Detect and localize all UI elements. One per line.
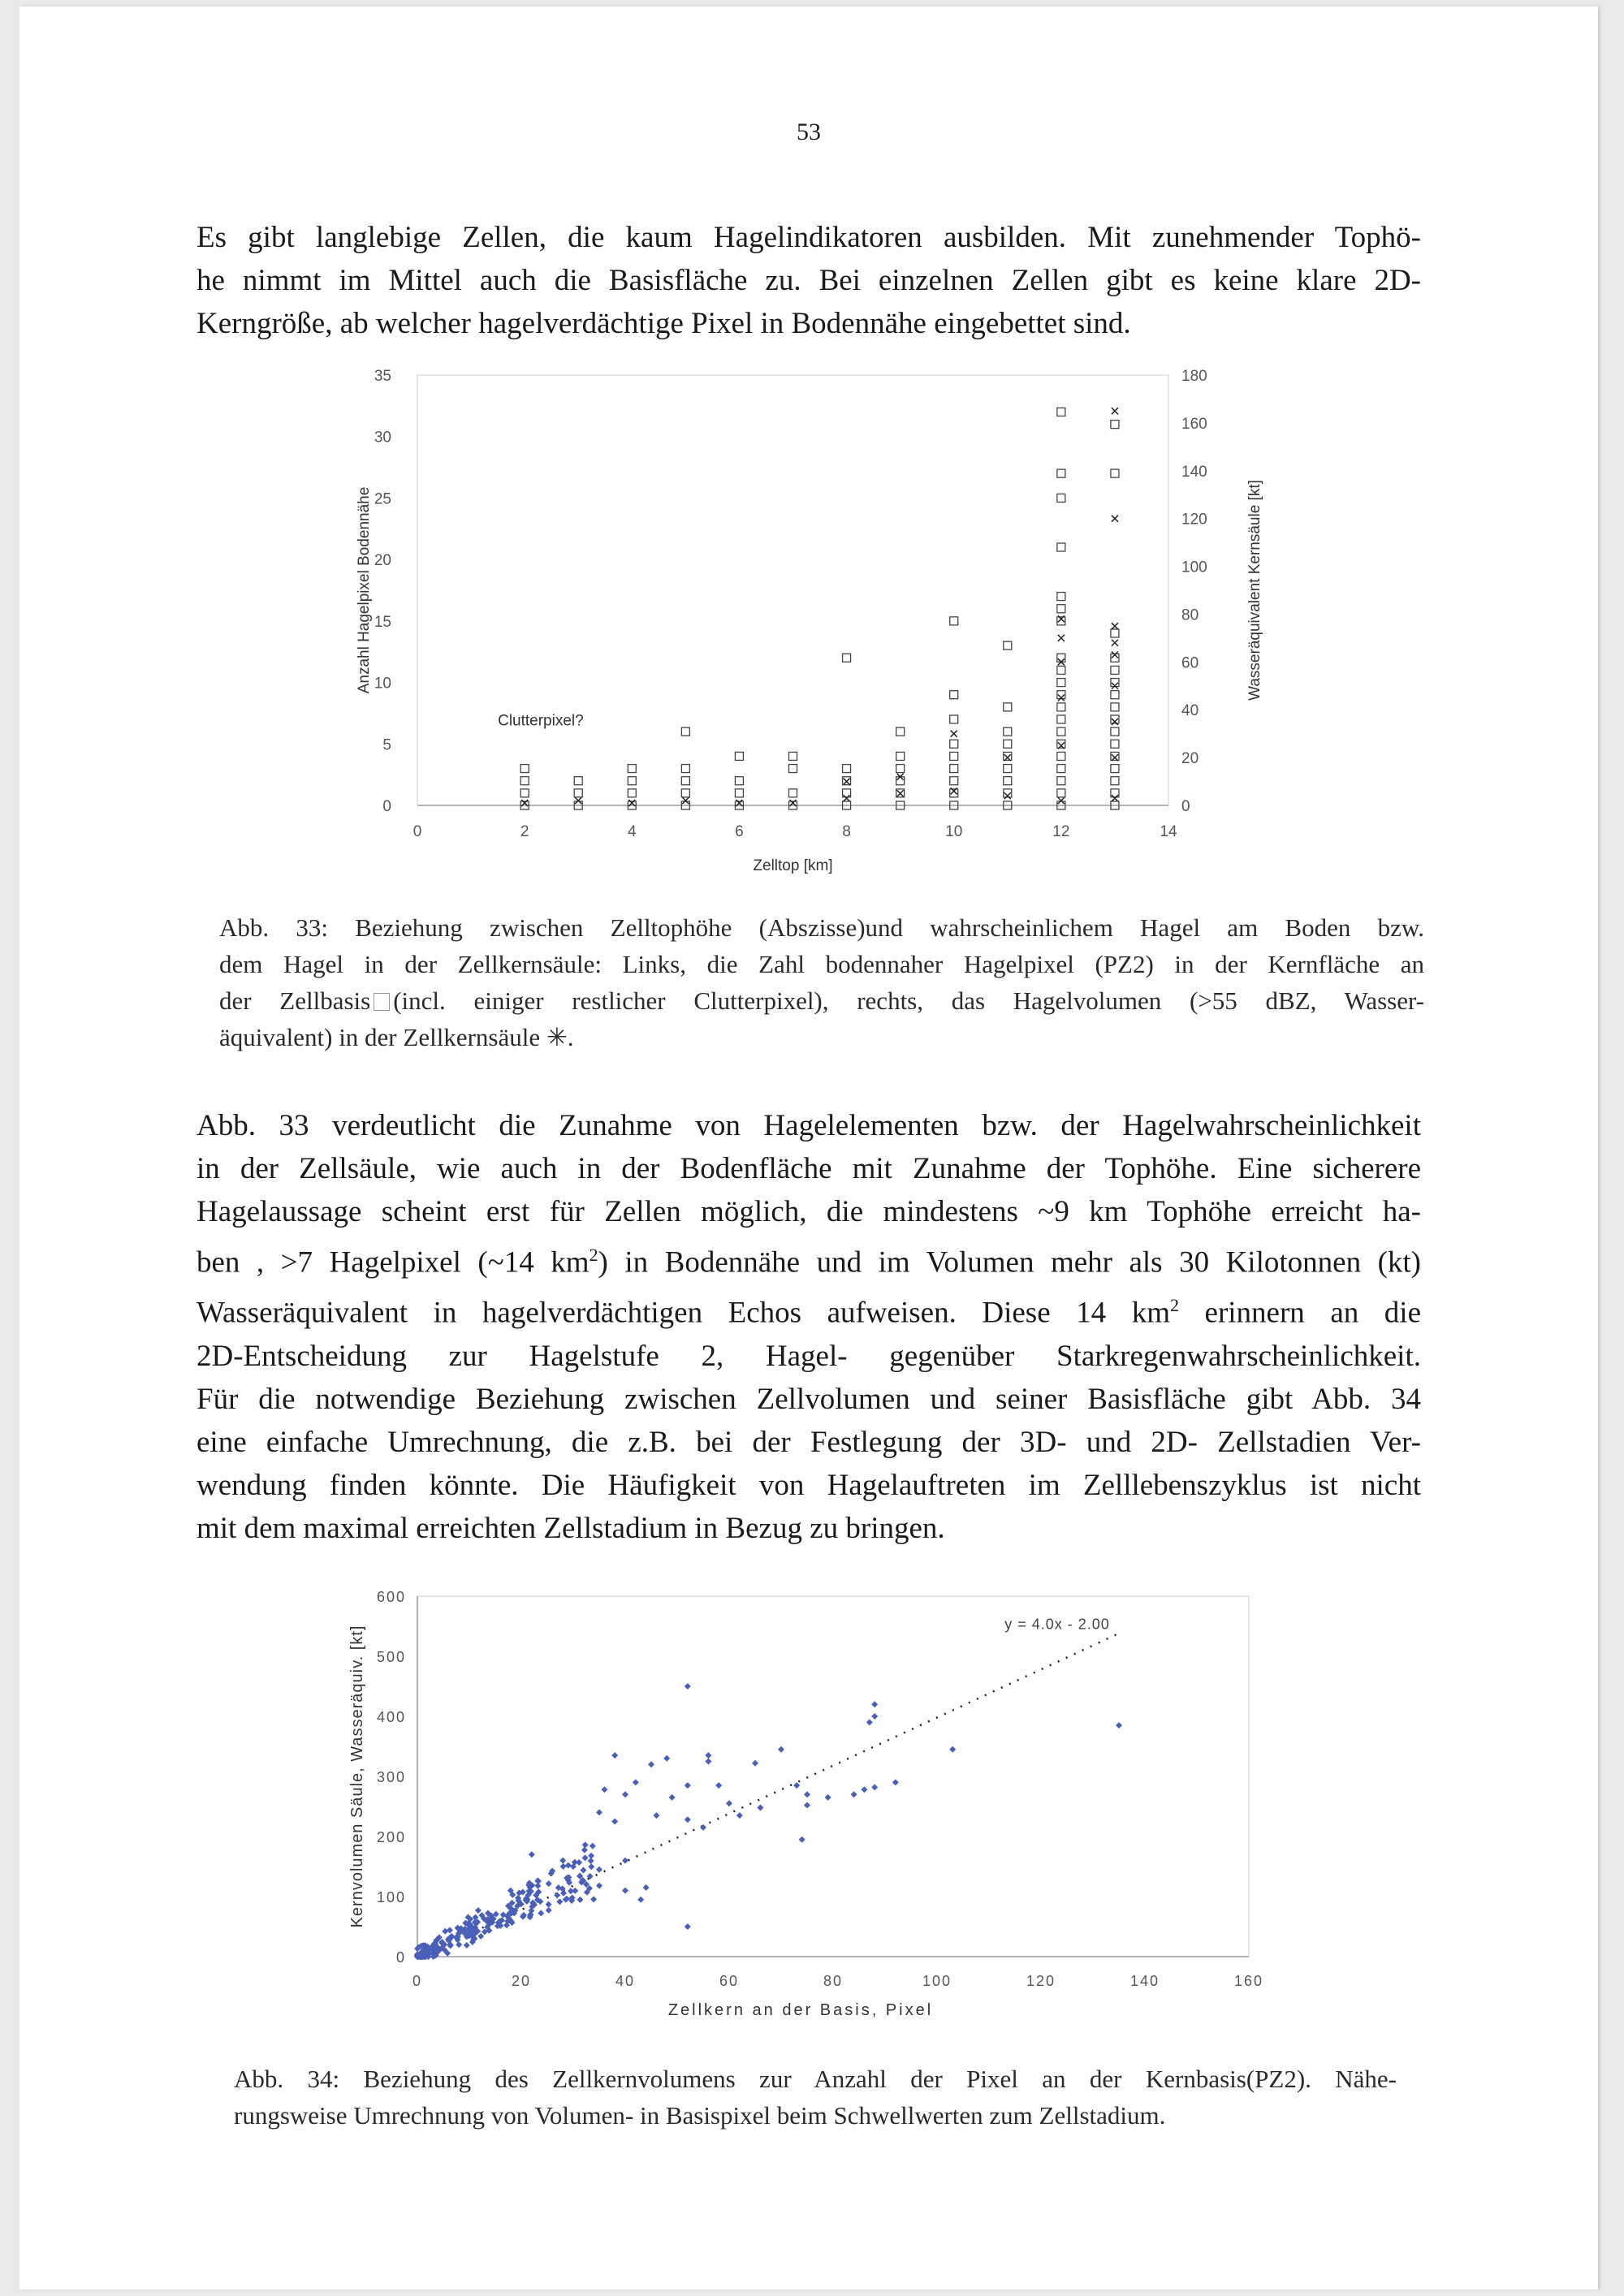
x-marker: [1058, 797, 1065, 804]
x-marker: [1112, 719, 1118, 725]
x-tick-label: 14: [1160, 823, 1177, 840]
x-axis-title: Zellkern an der Basis, Pixel: [667, 2001, 934, 2019]
data-point: [633, 1779, 639, 1785]
x-tick-label: 12: [1052, 823, 1070, 840]
square-marker: [574, 789, 582, 797]
cluster-point: [582, 1841, 589, 1848]
data-point: [643, 1884, 650, 1891]
data-point: [653, 1812, 659, 1819]
x-tick-label: 8: [842, 823, 851, 840]
data-point: [685, 1816, 691, 1823]
x-axis-title: Zelltop [km]: [753, 857, 833, 874]
y-axis-title: Anzahl Hagelpixel Bodennähe: [356, 486, 373, 694]
square-marker: [789, 752, 797, 760]
x-marker: [575, 797, 581, 804]
y2-tick-label: 20: [1181, 750, 1199, 768]
y2-tick-label: 160: [1181, 415, 1207, 433]
body-line: Hagelaussage scheint erst für Zellen möglich, die mindestens ~9 km Tophöhe erreicht ha-: [197, 1195, 1421, 1228]
x-marker-stroke: [1058, 695, 1065, 701]
square-marker: [1057, 666, 1065, 674]
data-point: [622, 1858, 628, 1864]
x-tick-label: 80: [823, 1973, 844, 1989]
cluster-point: [464, 1942, 470, 1949]
x-marker-stroke: [1112, 652, 1118, 658]
body-line: Abb. 33 verdeutlicht die Zunahme von Hagelelementen bzw. der Hagelwahrscheinlichkeit: [197, 1109, 1421, 1142]
square-marker: [735, 752, 743, 760]
cluster-point: [580, 1867, 586, 1874]
x-marker-stroke: [1112, 640, 1118, 646]
data-point: [685, 1683, 691, 1690]
caption-line: rungsweise Umrechnung von Volumen- in Basispixel beim Schwellwerten zum Zellstadium.: [234, 2101, 1166, 2130]
square-marker: [1004, 641, 1012, 650]
x-marker-stroke: [844, 779, 850, 785]
square-marker: [735, 777, 743, 785]
square-marker: [896, 777, 905, 785]
data-point: [871, 1784, 878, 1790]
x-tick-label: 20: [511, 1973, 532, 1989]
x-tick-label: 40: [615, 1973, 636, 1989]
square-marker: [843, 654, 851, 662]
data-point: [456, 1941, 462, 1948]
body-segment: ben , >7 Hagelpixel (~14 km: [197, 1245, 590, 1280]
x-marker: [951, 731, 957, 737]
x-marker: [1112, 623, 1118, 629]
plot-area: [417, 375, 1168, 805]
square-marker: [950, 617, 958, 625]
data-point: [601, 1786, 607, 1793]
cluster-point: [556, 1898, 563, 1905]
y-tick-label: 5: [382, 736, 391, 754]
data-point: [757, 1804, 763, 1810]
x-marker-stroke: [1112, 623, 1118, 629]
cluster-point: [577, 1897, 583, 1903]
x-marker-stroke: [1112, 719, 1118, 725]
body-segment: ) in Bodennähe und im Volumen mehr als 30 Kilotonnen (kt): [598, 1245, 1422, 1280]
square-marker: [681, 765, 689, 773]
cluster-point: [546, 1901, 552, 1908]
cluster-point: [475, 1907, 482, 1914]
x-tick-label: 6: [735, 823, 744, 840]
body-line: Für die notwendige Beziehung zwischen Zellvolumen und seiner Basisfläche gibt Abb. 34: [197, 1382, 1421, 1416]
data-point: [752, 1760, 758, 1767]
figure-33-chart: [328, 357, 1286, 877]
y-tick-label: 20: [374, 552, 391, 570]
x-marker: [844, 795, 850, 801]
data-point: [705, 1759, 711, 1765]
x-marker: [1112, 640, 1118, 646]
x-tick-label: 0: [412, 1973, 423, 1989]
cluster-point: [582, 1854, 589, 1861]
data-point: [736, 1812, 743, 1819]
data-point: [596, 1867, 603, 1873]
square-marker: [1111, 421, 1119, 429]
data-point: [611, 1752, 618, 1759]
square-marker: [1004, 777, 1012, 785]
y2-tick-label: 40: [1181, 702, 1199, 720]
square-marker: [1057, 789, 1065, 797]
x-tick-label: 160: [1233, 1973, 1264, 1989]
x-marker-stroke: [1058, 635, 1065, 641]
page-number: 53: [797, 119, 821, 145]
square-marker: [1004, 765, 1012, 773]
square-marker: [1004, 752, 1012, 760]
square-marker: [1057, 543, 1065, 551]
y-tick-label: 100: [376, 1889, 406, 1905]
body-paragraph: [197, 1104, 1421, 1550]
cluster-point: [568, 1888, 574, 1894]
caption-segment: der Zellbasis: [219, 986, 371, 1015]
x-marker: [1112, 408, 1118, 414]
body-line-composite: [197, 1233, 1421, 1284]
square-marker: [1111, 666, 1119, 674]
y-tick-label: 0: [382, 798, 391, 815]
y-tick-label: 10: [374, 675, 391, 693]
annotation-clutterpixel: Clutterpixel?: [498, 712, 584, 730]
body-segment: erinnern an die: [1178, 1296, 1421, 1330]
data-point: [949, 1746, 956, 1753]
square-marker: [520, 765, 529, 773]
data-point: [596, 1883, 603, 1889]
caption-segment: (incl. einiger restlicher Clutterpixel), rechts, das Hagelvolumen (>55 dBZ, Wasser-: [393, 986, 1424, 1015]
y-tick-label: 500: [376, 1649, 406, 1665]
square-marker: [896, 765, 905, 773]
x-tick-label: 120: [1026, 1973, 1056, 1989]
y-tick-label: 400: [376, 1709, 406, 1725]
data-point: [700, 1824, 706, 1831]
caption-line: dem Hagel in der Zellkernsäule: Links, die Zahl bodennaher Hagelpixel (PZ2) in der Kernfläche an: [219, 950, 1424, 978]
y2-tick-label: 0: [1181, 798, 1190, 815]
square-marker: [1111, 703, 1119, 711]
square-marker: [1004, 727, 1012, 736]
square-marker: [789, 789, 797, 797]
x-marker-stroke: [575, 797, 581, 804]
square-marker: [735, 789, 743, 797]
body-line-composite: [197, 1284, 1421, 1334]
square-marker: [520, 777, 529, 785]
cluster-point: [447, 1943, 454, 1949]
cluster-point: [560, 1890, 567, 1897]
figure-33-caption: [219, 909, 1424, 1055]
data-point: [622, 1888, 628, 1894]
square-marker: [1057, 777, 1065, 785]
body-line: wendung finden könnte. Die Häufigkeit von Hagelauftreten im Zelllebenszyklus ist nicht: [197, 1468, 1421, 1502]
data-point: [559, 1858, 566, 1864]
x-marker-stroke: [951, 731, 957, 737]
body-line: mit dem maximal erreichten Zellstadium in Bezug zu bringen.: [197, 1511, 945, 1545]
square-marker: [1111, 469, 1119, 477]
square-marker: [1111, 629, 1119, 637]
y2-tick-label: 60: [1181, 654, 1199, 672]
square-marker: [1111, 691, 1119, 699]
data-point: [611, 1819, 618, 1825]
square-marker: [1057, 727, 1065, 736]
x-marker: [897, 790, 904, 796]
y2-tick-label: 180: [1181, 368, 1207, 385]
square-marker: [896, 752, 905, 760]
data-point: [804, 1802, 810, 1809]
x-tick-label: 100: [922, 1973, 952, 1989]
square-marker: [1004, 740, 1012, 748]
data-point: [871, 1713, 878, 1720]
data-point: [685, 1782, 691, 1789]
y-tick-label: 35: [374, 368, 391, 385]
y2-tick-label: 80: [1181, 606, 1199, 624]
data-point: [871, 1701, 878, 1707]
cluster-point: [538, 1910, 544, 1916]
x-marker: [1112, 795, 1118, 801]
intro-line: Es gibt langlebige Zellen, die kaum Hagelindikatoren ausbilden. Mit zunehmender Tophö-: [197, 221, 1421, 254]
square-marker: [950, 752, 958, 760]
data-point: [622, 1791, 628, 1798]
x-tick-label: 140: [1129, 1973, 1160, 1989]
square-marker: [1111, 752, 1119, 760]
x-marker-stroke: [1112, 408, 1118, 414]
y-tick-label: 15: [374, 613, 391, 631]
square-marker: [950, 715, 958, 723]
y2-tick-label: 120: [1181, 511, 1207, 529]
square-marker: [1057, 703, 1065, 711]
square-marker: [1057, 715, 1065, 723]
caption-line: äquivalent) in der Zellkernsäule ✳.: [219, 1023, 574, 1051]
cluster-point: [560, 1863, 567, 1870]
figure-34-caption: [234, 2061, 1397, 2134]
y-tick-label: 200: [376, 1829, 406, 1845]
square-marker: [681, 727, 689, 736]
y-axis-title: Kernvolumen Säule, Wasseräquiv. [kt]: [348, 1625, 366, 1928]
y-tick-label: 600: [376, 1589, 406, 1605]
square-marker: [950, 777, 958, 785]
data-point: [648, 1761, 654, 1767]
square-marker: [628, 789, 636, 797]
square-marker: [1057, 593, 1065, 601]
x-tick-label: 4: [627, 823, 637, 840]
x-tick-label: 0: [412, 823, 422, 840]
trendline-label: y = 4.0x - 2.00: [1004, 1616, 1110, 1633]
square-marker: [1111, 777, 1119, 785]
square-marker: [1057, 752, 1065, 760]
y-tick-label: 25: [374, 490, 391, 508]
x-marker: [682, 797, 689, 804]
data-point: [799, 1836, 806, 1843]
cluster-point: [546, 1880, 552, 1887]
data-point: [892, 1779, 899, 1785]
square-marker-icon: [374, 993, 390, 1011]
data-point: [861, 1786, 867, 1793]
x-marker: [1058, 695, 1065, 701]
square-marker: [681, 789, 689, 797]
square-marker: [1057, 679, 1065, 687]
x-tick-label: 2: [520, 823, 529, 840]
intro-line: Kerngröße, ab welcher hagelverdächtige Pixel in Bodennähe eingebettet sind.: [197, 307, 1131, 340]
x-marker-stroke: [1112, 795, 1118, 801]
body-segment: Wasseräquivalent in hagelverdächtigen Echos aufweisen. Diese 14 km: [197, 1296, 1170, 1330]
y2-axis-title: Wasseräquivalent Kernsäule [kt]: [1246, 480, 1263, 701]
document-page: [19, 6, 1598, 2290]
data-point: [1116, 1722, 1122, 1728]
y2-tick-label: 140: [1181, 463, 1207, 481]
cluster-point: [447, 1927, 453, 1933]
x-marker-stroke: [844, 795, 850, 801]
x-marker: [1058, 635, 1065, 641]
cluster-point: [565, 1862, 572, 1868]
intro-line: he nimmt im Mittel auch die Basisfläche zu. Bei einzelnen Zellen gibt es keine klare 2D-: [197, 264, 1421, 297]
body-line: eine einfache Umrechnung, die z.B. bei der Festlegung der 3D- und 2D- Zellstadien Ver-: [197, 1425, 1421, 1459]
square-marker: [1057, 408, 1065, 416]
figure-34-chart: [331, 1582, 1306, 2020]
superscript: 2: [1169, 1295, 1179, 1316]
data-point: [866, 1719, 873, 1725]
square-marker: [1111, 727, 1119, 736]
data-point: [663, 1755, 670, 1762]
cluster-point: [535, 1878, 542, 1884]
y2-tick-label: 100: [1181, 559, 1207, 576]
x-marker: [844, 779, 850, 785]
square-marker: [950, 740, 958, 748]
y-tick-label: 0: [395, 1949, 406, 1966]
square-marker: [520, 789, 529, 797]
body-line: in der Zellsäule, wie auch in der Bodenfläche mit Zunahme der Tophöhe. Eine sicherere: [197, 1152, 1421, 1185]
body-line: 2D-Entscheidung zur Hagelstufe 2, Hagel- gegenüber Starkregenwahrscheinlichkeit.: [197, 1339, 1421, 1373]
cluster-point: [590, 1896, 597, 1902]
square-marker: [574, 777, 582, 785]
square-marker: [950, 765, 958, 773]
data-point: [705, 1752, 711, 1759]
square-marker: [1057, 605, 1065, 613]
x-marker: [1004, 792, 1011, 799]
data-point: [596, 1809, 603, 1815]
square-marker: [1057, 654, 1065, 662]
y-tick-label: 30: [374, 429, 391, 447]
square-marker: [896, 727, 905, 736]
cluster-point: [590, 1843, 596, 1849]
square-marker: [789, 765, 797, 773]
square-marker: [1057, 494, 1065, 502]
x-tick-label: 60: [719, 1973, 740, 1989]
data-point: [778, 1746, 784, 1753]
x-marker-stroke: [1112, 516, 1118, 522]
x-tick-label: 10: [945, 823, 963, 840]
data-point: [715, 1782, 722, 1789]
cluster-point: [581, 1847, 588, 1854]
x-marker: [1112, 516, 1118, 522]
data-point: [793, 1782, 800, 1789]
x-marker-stroke: [1112, 683, 1118, 689]
cluster-point: [588, 1863, 594, 1870]
square-marker: [843, 765, 851, 773]
y-tick-label: 300: [376, 1769, 406, 1785]
data-point: [685, 1923, 691, 1930]
x-marker-stroke: [897, 790, 904, 796]
square-marker: [1004, 703, 1012, 711]
cluster-point: [477, 1933, 484, 1940]
cluster-point: [442, 1928, 448, 1935]
x-marker: [1112, 652, 1118, 658]
data-point: [851, 1791, 857, 1798]
square-marker: [1111, 765, 1119, 773]
x-marker-stroke: [682, 797, 689, 804]
square-marker: [1111, 740, 1119, 748]
data-point: [804, 1791, 810, 1798]
square-marker: [1057, 765, 1065, 773]
data-point: [529, 1851, 535, 1858]
data-point: [825, 1794, 831, 1801]
square-marker: [681, 777, 689, 785]
square-marker: [1057, 740, 1065, 748]
cluster-point: [546, 1907, 552, 1914]
square-marker: [628, 777, 636, 785]
x-marker-stroke: [1004, 792, 1011, 799]
square-marker: [628, 765, 636, 773]
intro-paragraph: [197, 216, 1421, 345]
superscript: 2: [589, 1245, 598, 1265]
cluster-point: [588, 1858, 594, 1864]
caption-line-composite: [219, 982, 1424, 1019]
square-marker: [950, 691, 958, 699]
caption-line: Abb. 34: Beziehung des Zellkernvolumens zur Anzahl der Pixel an der Kernbasis(PZ2). Nähe-: [234, 2065, 1397, 2093]
square-marker: [1057, 469, 1065, 477]
data-point: [726, 1800, 732, 1806]
x-marker: [1112, 683, 1118, 689]
caption-line: Abb. 33: Beziehung zwischen Zelltophöhe (Abszisse)und wahrscheinlichem Hagel am Boden bzw.: [219, 913, 1424, 942]
trendline: [417, 1634, 1119, 1958]
data-point: [637, 1897, 644, 1903]
cluster-point: [554, 1892, 560, 1898]
x-marker-stroke: [1058, 797, 1065, 804]
data-point: [669, 1794, 676, 1801]
